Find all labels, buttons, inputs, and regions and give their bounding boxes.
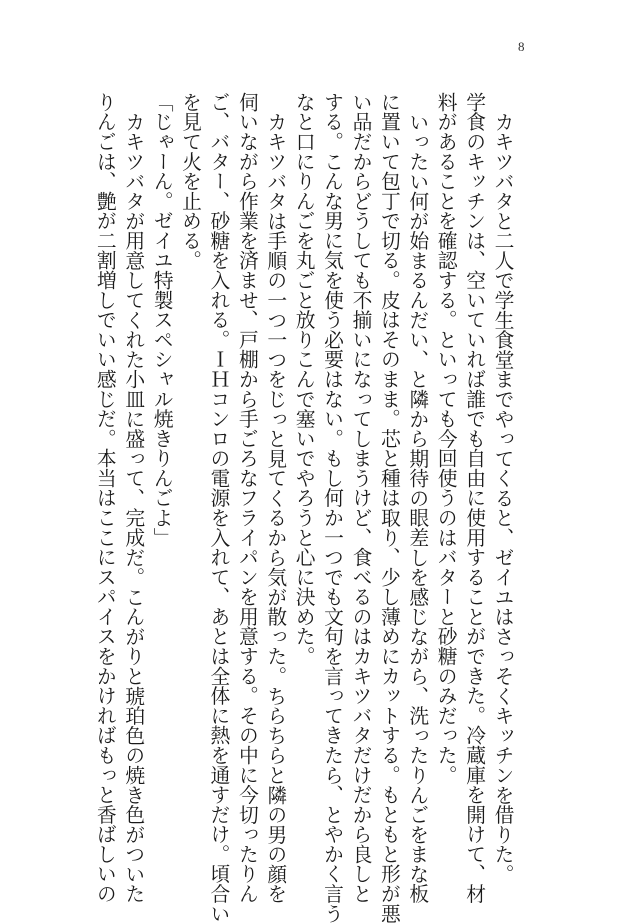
text-line-2: 学食のキッチンは、空いていれば誰でも自由に使用することができた。冷蔵庫を開けて、材 [462, 92, 486, 904]
text-line-14: カキツバタが用意してくれた小皿に盛って、完成だ。こんがりと琥珀色の焼き色がついた [121, 111, 145, 904]
text-line-9: カキツバタは手順の一つ一つをじっと見てくるから気が散った。ちらちらと隣の男の顔を [263, 111, 287, 904]
text-line-15: りんごは、艶が二割増しでいい感じだ。本当はここにスパイスをかければもっと香ばしいの [93, 92, 117, 904]
text-line-5: に置いて包丁で切る。皮はそのまま。芯と種は取り、少し薄めにカットする。もともと形が悪 [377, 92, 401, 923]
text-line-13: 「じゃーん。ゼイユ特製スペシャル焼きりんごよ」 [150, 92, 174, 548]
text-line-12: を見て火を止める。 [178, 92, 202, 271]
text-line-8: なと口にりんごを丸ごと放りこんで塞いでやろうと心に決めた。 [292, 92, 316, 666]
text-line-7: する。こんな男に気を使う必要はない。もし何か一つでも文句を言ってきたら、とやかく言う [320, 92, 344, 923]
text-line-3: 料があることを確認する。といっても今回使うのはバターと砂糖のみだった。 [434, 92, 458, 785]
page-number: 8 [518, 39, 525, 54]
text-line-6: い品だからどうしても不揃いになってしまうけど、食べるのはカキツバタだけだから良しと [348, 92, 372, 904]
text-line-1: カキツバタと二人で学生食堂までやってくると、ゼイユはさっそくキッチンを借りた。 [491, 111, 514, 884]
body-text [93, 92, 516, 923]
text-line-10: 伺いながら作業を済ませ、戸棚から手ごろなフライパンを用意する。その中に今切ったりん [235, 92, 259, 904]
text-line-4: いったい何が始まるんだい、と隣から期待の眼差しを感じながら、洗ったりんごをまな板 [405, 111, 429, 904]
text-line-11: ご、バター、砂糖を入れる。ＩＨコンロの電源を入れて、あとは全体に熱を通すだけ。頃合い [206, 92, 230, 923]
